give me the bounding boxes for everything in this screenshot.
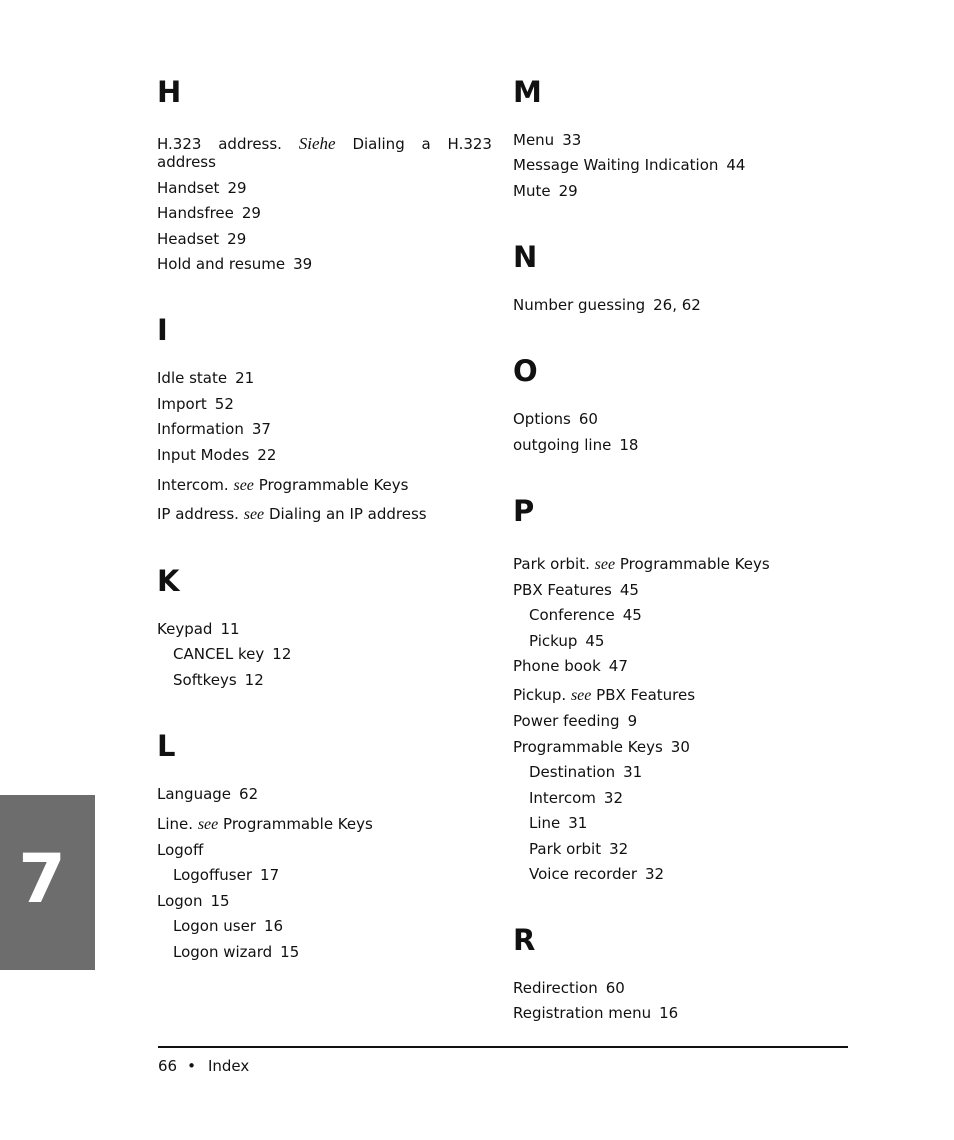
index-entry: Import 52 [157,395,234,413]
index-entry: Information 37 [157,420,271,438]
index-entry: Redirection 60 [513,979,625,997]
index-entry: Logoff [157,841,204,859]
index-entry: Number guessing 26, 62 [513,296,701,314]
index-entry: Intercom. see Programmable Keys [157,476,409,494]
section-letter: M [513,75,542,109]
section-letter: N [513,240,538,274]
section-letter: O [513,354,538,388]
chapter-number: 7 [18,840,66,919]
index-subentry: Softkeys 12 [173,671,264,689]
page-number: 66 [158,1057,178,1075]
index-entry: Menu 33 [513,131,582,149]
footer-rule [158,1046,848,1048]
index-entry: Power feeding 9 [513,712,638,730]
section-letter: H [157,75,182,109]
index-entry: Line. see Programmable Keys [157,815,373,833]
index-subentry: Intercom 32 [529,789,624,807]
index-subentry: Pickup 45 [529,632,605,650]
index-subentry: Destination 31 [529,763,643,781]
index-subentry: CANCEL key 12 [173,645,292,663]
index-entry: Handsfree 29 [157,204,261,222]
index-entry: Pickup. see PBX Features [513,686,696,704]
index-subentry: Park orbit 32 [529,840,629,858]
index-entry: Logon 15 [157,892,230,910]
index-entry: Handset 29 [157,179,247,197]
index-entry: Keypad 11 [157,620,240,638]
index-subentry: Logoffuser 17 [173,866,280,884]
index-subentry: Line 31 [529,814,588,832]
index-subentry: Logon user 16 [173,917,284,935]
index-subentry: Voice recorder 32 [529,865,665,883]
index-entry: Registration menu 16 [513,1004,679,1022]
footer-section: Index [207,1057,250,1075]
index-entry: outgoing line 18 [513,436,639,454]
index-entry: IP address. see Dialing an IP address [157,505,427,523]
index-entry: PBX Features 45 [513,581,639,599]
index-entry: Programmable Keys 30 [513,738,690,756]
section-letter: P [513,494,535,528]
index-entry: Phone book 47 [513,657,628,675]
index-entry: Input Modes 22 [157,446,277,464]
index-entry: Language 62 [157,785,259,803]
section-letter: K [157,564,180,598]
chapter-tab [0,795,95,970]
section-letter: I [157,313,168,347]
index-entry: Hold and resume 39 [157,255,313,273]
index-subentry: Conference 45 [529,606,642,624]
index-entry: Idle state 21 [157,369,255,387]
index-entry: Message Waiting Indication 44 [513,156,746,174]
section-letter: L [157,729,176,763]
footer-separator: • [187,1057,196,1075]
index-entry: Park orbit. see Programmable Keys [513,555,770,573]
index-entry: Options 60 [513,410,598,428]
index-entry: Headset 29 [157,230,247,248]
page-footer [158,1057,249,1075]
section-letter: R [513,923,536,957]
index-entry: Mute 29 [513,182,578,200]
index-entry: H.323 address. Siehe Dialing a H.323 address [157,134,492,171]
index-subentry: Logon wizard 15 [173,943,300,961]
